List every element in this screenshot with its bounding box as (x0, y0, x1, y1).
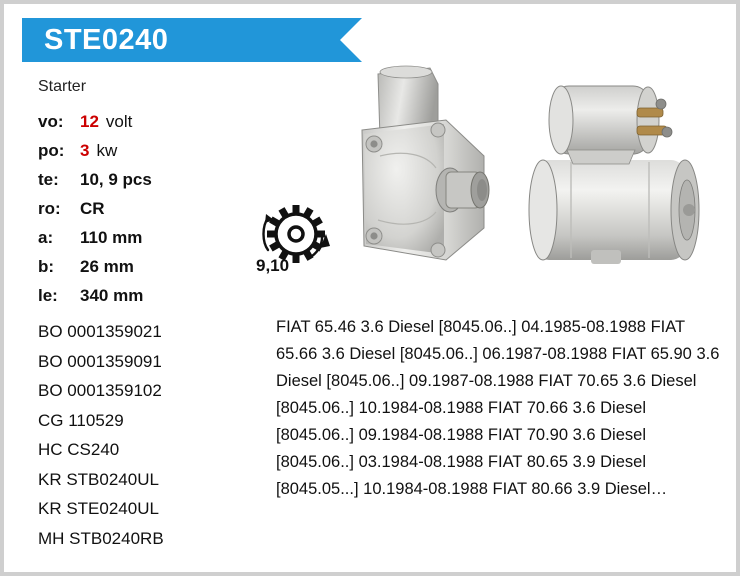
spec-value: 110 mm (80, 228, 143, 247)
product-subtitle: Starter (38, 78, 87, 95)
spec-unit: volt (105, 112, 133, 131)
spec-list (38, 112, 258, 315)
spec-key: vo: (38, 112, 64, 131)
spec-key: ro: (38, 199, 61, 218)
spec-key: te: (38, 170, 59, 189)
spec-value: 26 mm (80, 257, 134, 276)
spec-value (80, 141, 117, 161)
spec-row (38, 257, 258, 286)
spec-highlight: 12 (80, 112, 99, 131)
spec-value: CR (80, 199, 105, 218)
page-title: STE0240 (44, 24, 169, 56)
spec-row (38, 199, 258, 228)
vehicle-applications-text: FIAT 65.46 3.6 Diesel [8045.06..] 04.1985-08.1988 FIAT 65.66 3.6 Diesel [8045.06..] 06.1987-08.1988 FIAT 65.90 3.6 Diesel [8045.06..] 09.1987-08.1988 FIAT 70.65 3.6 Diesel [8045.06..] 10.1984-08.1988 FIAT 70.66 3.6 Diesel [8045.06..] 09.1984-08.1988 FIAT 70.90 3.6 Diesel [8045.06..] 03.1984-08.1988 FIAT 80.65 3.9 Diesel [8045.05...] 10.1984-08.1988 FIAT 80.66 3.9 Diesel… (276, 318, 720, 498)
spec-row (38, 286, 258, 315)
spec-row (38, 141, 258, 170)
list-item: HC CS240 (38, 440, 120, 459)
spec-value (80, 112, 132, 132)
list-item: BO 0001359021 (38, 322, 162, 341)
starter-photo-side (509, 64, 727, 294)
list-item: KR STE0240UL (38, 499, 159, 518)
spec-key: a: (38, 228, 54, 247)
spec-value: 10, 9 pcs (80, 170, 152, 189)
spec-key: po: (38, 141, 65, 160)
list-item: KR STB0240UL (38, 469, 159, 489)
spec-row (38, 228, 258, 257)
starter-photo-front (334, 64, 514, 294)
spec-value: 340 mm (80, 286, 144, 305)
list-item: BO 0001359102 (38, 381, 162, 400)
spec-highlight: 3 (80, 141, 90, 160)
oem-reference-list (38, 317, 268, 553)
teeth-count-label: 9,10 (256, 256, 290, 275)
spec-key: le: (38, 286, 58, 305)
spec-unit: kw (96, 141, 118, 160)
spec-row (38, 112, 258, 141)
header-banner (22, 18, 362, 62)
spec-key: b: (38, 257, 55, 276)
spec-row (38, 170, 258, 199)
list-item: MH STB0240RB (38, 528, 164, 548)
list-item: CG 110529 (38, 410, 124, 430)
list-item: BO 0001359091 (38, 351, 162, 371)
